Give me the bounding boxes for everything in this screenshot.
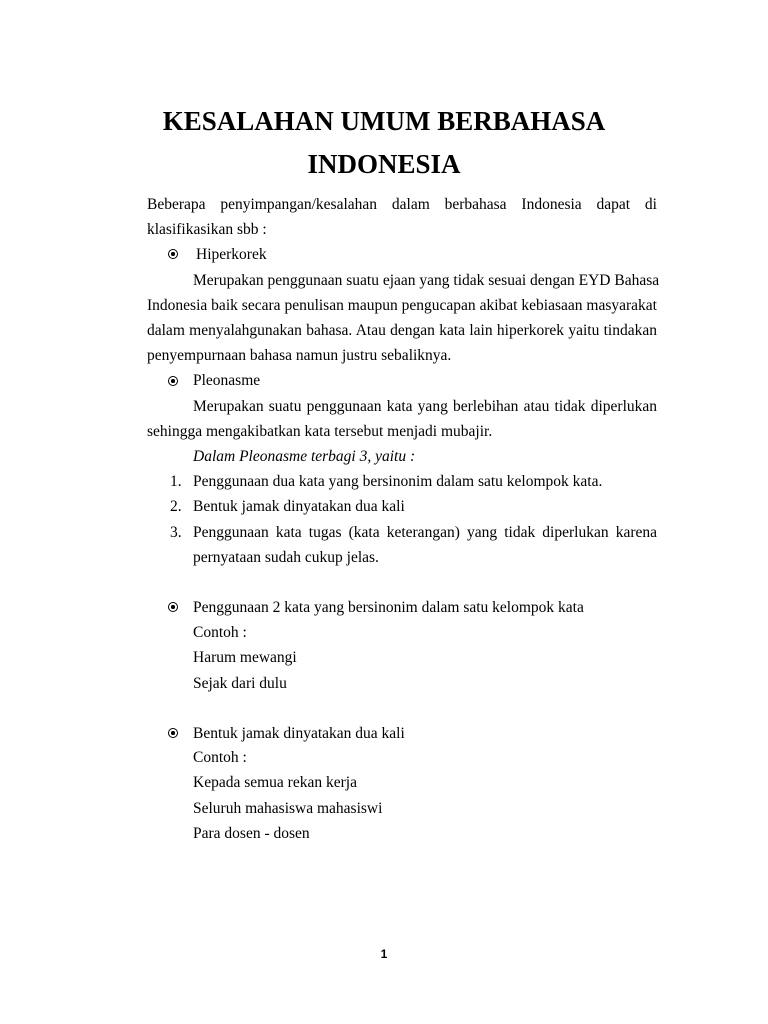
jamak-example: Para dosen - dosen [193,825,310,842]
hiperkorek-line-2: Indonesia baik secara penulisan maupun pengucapan akibat kebiasaan masyarakat [147,297,657,314]
hiperkorek-line-3: dalam menyalahgunakan bahasa. Atau dengan kata lain hiperkorek yaitu tindakan [147,322,657,339]
hiperkorek-heading: Hiperkorek [196,246,267,263]
list-item-text: Penggunaan dua kata yang bersinonim dalam satu kelompok kata. [193,473,603,490]
circled-dot-icon [168,249,178,259]
pleonasme-heading: Pleonasme [193,372,261,389]
jamak-example: Kepada semua rekan kerja [193,774,357,791]
circled-dot-icon [168,376,178,386]
page-number: 1 [380,947,388,961]
intro-line-2: klasifikasikan sbb : [147,221,267,238]
pleonasme-line-1: Merupakan suatu penggunaan kata yang berlebihan atau tidak diperlukan [193,398,657,415]
hiperkorek-line-4: penyempurnaan bahasa namun justru sebaliknya. [147,347,452,364]
document-title-line-1: KESALAHAN UMUM BERBAHASA [162,106,606,136]
sinonim-example: Harum mewangi [193,649,297,666]
circled-dot-icon [168,602,178,612]
jamak-contoh-label: Contoh : [193,749,247,766]
pleonasme-division-heading: Dalam Pleonasme terbagi 3, yaitu : [193,448,416,465]
sinonim-heading: Penggunaan 2 kata yang bersinonim dalam satu kelompok kata [193,599,584,616]
list-item-text: Penggunaan kata tugas (kata keterangan) yang tidak diperlukan karena [193,524,657,541]
sinonim-example: Sejak dari dulu [193,675,287,692]
list-item-continuation: pernyataan sudah cukup jelas. [193,549,379,566]
circled-dot-icon [168,728,178,738]
intro-line-1: Beberapa penyimpangan/kesalahan dalam berbahasa Indonesia dapat di [147,196,657,213]
list-item-number: 1. [170,473,182,490]
list-item-number: 2. [170,498,182,515]
jamak-example: Seluruh mahasiswa mahasiswi [193,800,383,817]
pleonasme-line-2: sehingga mengakibatkan kata tersebut menjadi mubajir. [147,423,493,440]
list-item-text: Bentuk jamak dinyatakan dua kali [193,498,405,515]
document-title-line-2: INDONESIA [307,149,461,179]
list-item-number: 3. [170,524,182,541]
hiperkorek-line-1: Merupakan penggunaan suatu ejaan yang tidak sesuai dengan EYD Bahasa [193,272,660,289]
sinonim-contoh-label: Contoh : [193,624,247,641]
jamak-heading: Bentuk jamak dinyatakan dua kali [193,725,405,742]
